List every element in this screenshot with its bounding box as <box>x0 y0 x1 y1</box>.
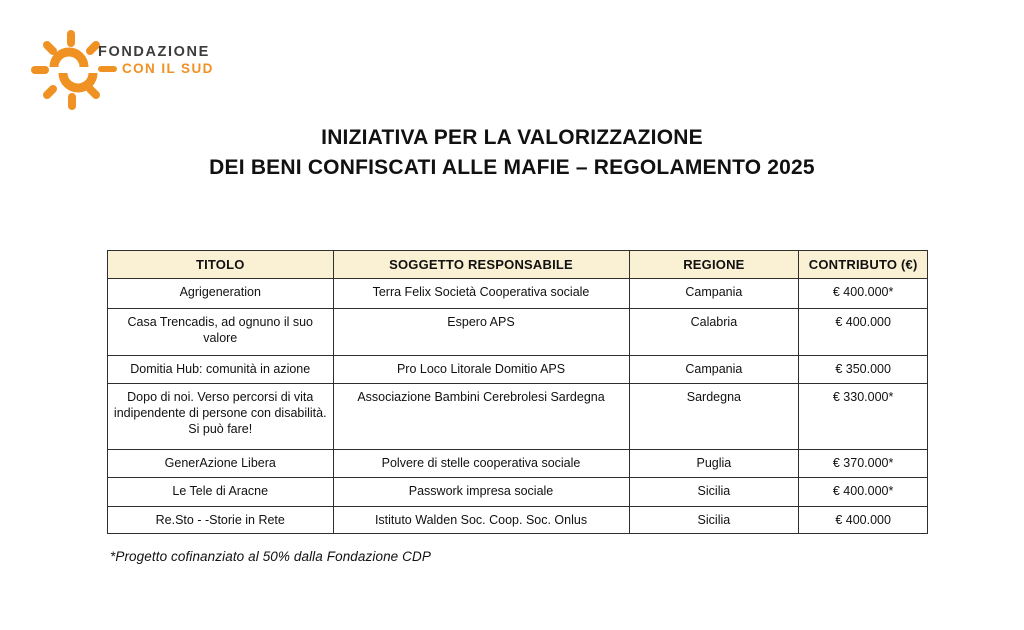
cell-regione: Sardegna <box>629 384 799 450</box>
logo-brand-line1: FONDAZIONE <box>98 44 210 60</box>
table-row <box>108 279 928 309</box>
cell-titolo: Casa Trencadis, ad ognuno il suo valore <box>108 309 334 356</box>
table-row <box>108 309 928 356</box>
column-header: TITOLO <box>108 251 334 279</box>
cell-titolo: GenerAzione Libera <box>108 450 334 478</box>
table-row <box>108 450 928 478</box>
logo-brand-line2: CON IL SUD <box>122 61 214 76</box>
logo-brand-line2-row <box>98 61 214 76</box>
cell-titolo: Le Tele di Aracne <box>108 478 334 507</box>
cell-regione: Calabria <box>629 309 799 356</box>
page-title-line1: INIZIATIVA PER LA VALORIZZAZIONE <box>321 126 703 149</box>
cell-titolo: Domitia Hub: comunità in azione <box>108 356 334 384</box>
cell-contributo: € 370.000* <box>799 450 928 478</box>
cell-soggetto: Istituto Walden Soc. Coop. Soc. Onlus <box>333 507 629 534</box>
cell-soggetto: Associazione Bambini Cerebrolesi Sardegna <box>333 384 629 450</box>
cell-soggetto: Passwork impresa sociale <box>333 478 629 507</box>
footnote: *Progetto cofinanziato al 50% dalla Fondazione CDP <box>110 549 431 564</box>
cell-contributo: € 400.000* <box>799 478 928 507</box>
fondazione-con-il-sud-logo <box>22 20 322 120</box>
cell-contributo: € 350.000 <box>799 356 928 384</box>
cell-titolo: Agrigeneration <box>108 279 334 309</box>
cell-regione: Campania <box>629 279 799 309</box>
cell-titolo: Re.Sto - -Storie in Rete <box>108 507 334 534</box>
table-row <box>108 507 928 534</box>
column-header: SOGGETTO RESPONSABILE <box>333 251 629 279</box>
page-title-line2: DEI BENI CONFISCATI ALLE MAFIE – REGOLAMENTO 2025 <box>209 156 815 179</box>
cell-soggetto: Terra Felix Società Cooperativa sociale <box>333 279 629 309</box>
logo-dash-icon <box>98 66 117 72</box>
table-header-row <box>108 251 928 279</box>
cell-contributo: € 400.000 <box>799 507 928 534</box>
cell-regione: Campania <box>629 356 799 384</box>
cell-regione: Sicilia <box>629 507 799 534</box>
cell-soggetto: Polvere di stelle cooperativa sociale <box>333 450 629 478</box>
page-title <box>0 123 1024 183</box>
cell-contributo: € 400.000* <box>799 279 928 309</box>
table-row <box>108 478 928 507</box>
column-header: CONTRIBUTO (€) <box>799 251 928 279</box>
table-row <box>108 384 928 450</box>
cell-contributo: € 400.000 <box>799 309 928 356</box>
column-header: REGIONE <box>629 251 799 279</box>
cell-soggetto: Espero APS <box>333 309 629 356</box>
grants-table-body <box>108 279 928 534</box>
cell-regione: Sicilia <box>629 478 799 507</box>
grants-table <box>107 250 928 534</box>
cell-titolo: Dopo di noi. Verso percorsi di vita indipendente di persone con disabilità. Si può fare! <box>108 384 334 450</box>
logo-wordmark <box>98 44 214 76</box>
cell-contributo: € 330.000* <box>799 384 928 450</box>
table-row <box>108 356 928 384</box>
cell-regione: Puglia <box>629 450 799 478</box>
grants-table-head <box>108 251 928 279</box>
cell-soggetto: Pro Loco Litorale Domitio APS <box>333 356 629 384</box>
